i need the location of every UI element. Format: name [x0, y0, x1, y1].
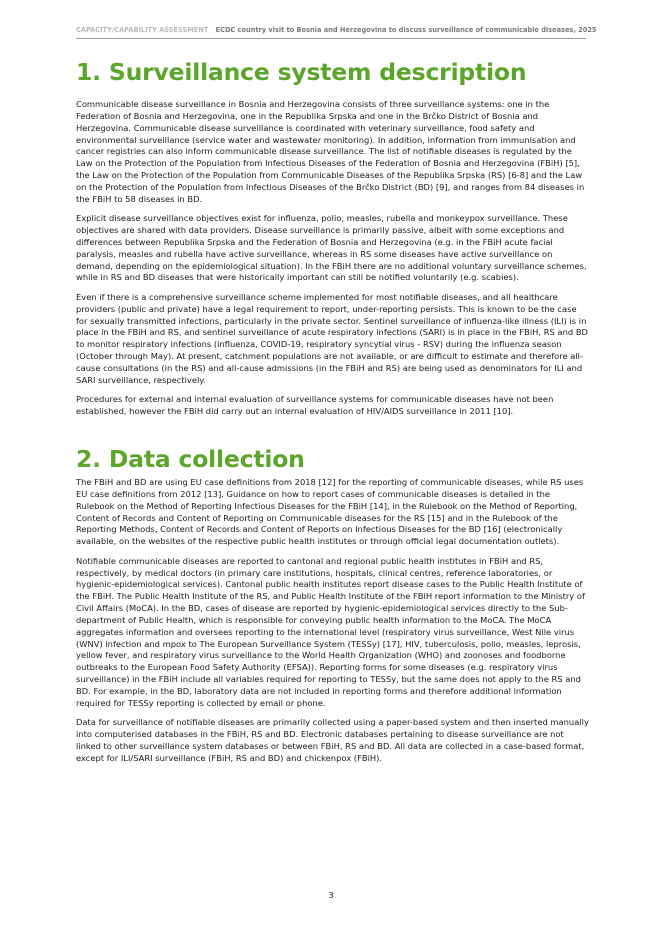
paragraph: Communicable disease surveillance in Bosnia and Herzegovina consists of three surveillance systems: one in the Federation of Bosnia and Herzegovina, one in the Republika Srpska and one in the Brčko District of Bosnia and Herzegovina. Communicable disease surveillance is coordinated with veterinary surveillance, food safety and environmental surveillance (service water and wastewater monitoring). In addition, information from immunisation and cancer registries can also inform communicable disease surveillance. The list of notifiable diseases is regulated by the Law on the Protection of the Population from Infectious Diseases of the Federation of Bosnia and Herzegovina (FBiH) [5], the Law on the Protection of the Population from Communicable Diseases of the Republika Srpska (RS) [6-8] and the Law on the Protection of the Population from Infectious Diseases of the Brčko District (BD) [9], and ranges from 84 diseases in the FBiH to 58 diseases in BD.	[76, 99, 585, 204]
header-series: CAPACITY/CAPABILITY ASSESSMENT	[76, 26, 209, 34]
paragraph: The FBiH and BD are using EU case definitions from 2018 [12] for the reporting of communicable diseases, while RS uses EU case definitions from 2012 [13]. Guidance on how to report cases of communicable diseases is detailed in the Rulebook on the Method of Reporting Infectious Diseases for the FBiH [14], in the Rulebook on the Method of Reporting, Content of Records and Content of Reporting on Communicable diseases for the RS [15] and in the Rulebook of the Reporting Methods, Content of Records and Content of Reports on Infectious Diseases for the BD [16] (electronically available, on the websites of the respective public health institutes or through official legal documentation outlets).	[76, 477, 584, 547]
section-heading-data-collection: 2. Data collection	[76, 445, 305, 473]
page-number: 3	[328, 891, 334, 900]
section-body-data-collection	[76, 477, 590, 772]
section-heading-surveillance: 1. Surveillance system description	[76, 58, 527, 86]
paragraph: Notifiable communicable diseases are reported to cantonal and regional public health institutes in FBiH and RS, respectively, by medical doctors (in primary care institutions, hospitals, clinical centres, reference laboratories, or hygienic-epidemiological services). Cantonal public health institutes report disease cases to the Public Health Institute of the FBiH. The Public Health Institute of the RS, and Public Health Institute of the FBiH report information to the Ministry of Civil Affairs (MoCA). In the BD, cases of disease are reported by hygienic-epidemiological services directly to the Sub-department of Public Health, which is responsible for conveying public health information to the MoCA. The MoCA aggregates information and oversees reporting to the international level (respiratory virus surveillance, West Nile virus (WNV) infection and mpox to The European Surveillance System (TESSy) [17], HIV, tuberculosis, polio, measles, leprosis, yellow fever, and respiratory virus surveillance to the World Health Organization (WHO) and zoonoses and foodborne outbreaks to the European Food Safety Authority (EFSA)). Reporting forms for some diseases (e.g. respiratory virus surveillance) in the FBiH include all variables required for reporting to TESSy, but the same does not apply to the RS and BD. For example, in the BD, laboratory data are not included in reporting forms and therefore additional information required for TESSy reporting is collected by email or phone.	[76, 555, 585, 708]
paragraph: Explicit disease surveillance objectives exist for influenza, polio, measles, rubella and monkeypox surveillance. These objectives are shared with data providers. Disease surveillance is primarily passive, albeit with some exceptions and differences between Republika Srpska and the Federation of Bosnia and Herzegovina (e.g. in the FBiH acute facial paralysis, measles and rubella have active surveillance, whereas in RS some diseases have active surveillance on demand, depending on the epidemiological situation). In the FBiH there are no additional voluntary surveillance schemes, while in RS and BD diseases that were historically important can still be notified voluntarily (e.g. scabies).	[76, 213, 587, 283]
section-body-surveillance	[76, 99, 590, 425]
paragraph: Procedures for external and internal evaluation of surveillance systems for communicable diseases have not been established, however the FBiH did carry out an internal evaluation of HIV/AIDS surveillance in 2011 [10].	[76, 394, 554, 417]
header-title: ECDC country visit to Bosnia and Herzegovina to discuss surveillance of communicable diseases, 2025	[215, 26, 597, 34]
paragraph: Even if there is a comprehensive surveillance scheme implemented for most notifiable diseases, and all healthcare providers (public and private) have a legal requirement to report, under-reporting persists. This is known to be the case for sexually transmitted infections, particularly in the private sector. Sentinel surveillance of influenza-like illness (ILI) is in place in the FBiH and RS, and sentinel surveillance of acute respiratory infections (SARI) is in place in the FBiH, RS and BD to monitor respiratory infections (influenza, COVID-19, respiratory syncytial virus - RSV) during the influenza season (October through May). At present, catchment populations are not available, or are difficult to estimate and therefore all-cause consultations (in the RS) and all-cause admissions (in the FBiH and RS) are being used as denominators for ILI and SARI surveillance, respectively.	[76, 291, 588, 385]
running-header	[76, 26, 597, 39]
paragraph: Data for surveillance of notifiable diseases are primarily collected using a paper-based system and then inserted manually into computerised databases in the FBiH, RS and BD. Electronic databases pertaining to disease surveillance are not linked to other surveillance system databases or between FBiH, RS and BD. All data are collected in a case-based format, except for ILI/SARI surveillance (FBiH, RS and BD) and chickenpox (FBiH).	[76, 717, 589, 763]
